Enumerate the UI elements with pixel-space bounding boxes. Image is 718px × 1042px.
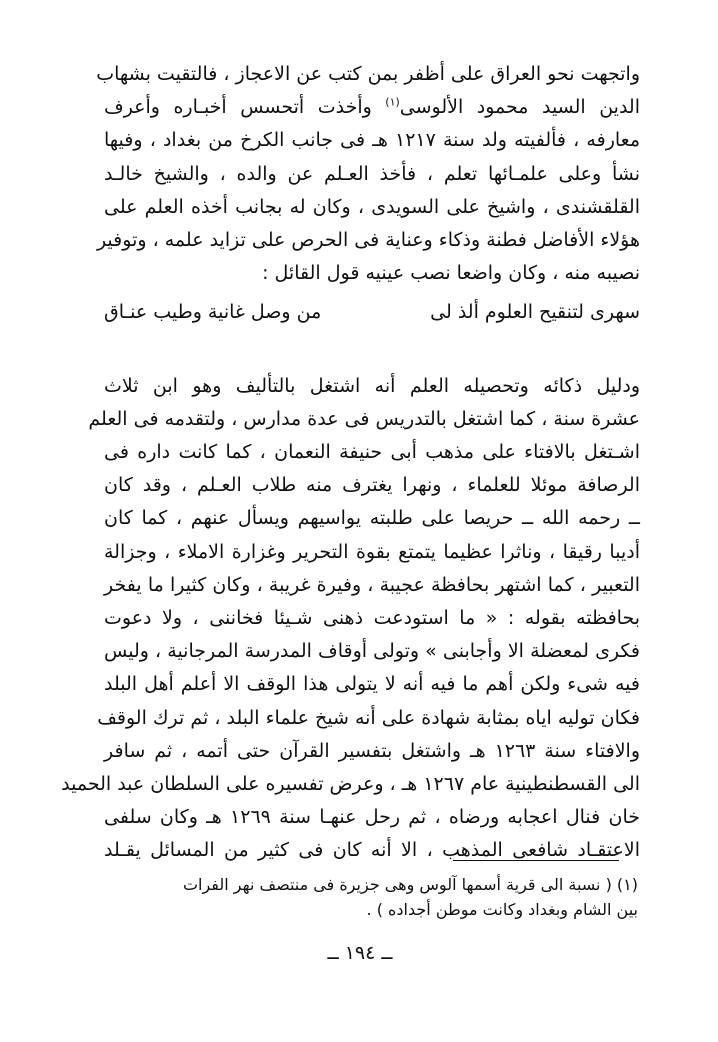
text-segment: الدين السيد محمود الألوسى (399, 96, 640, 119)
footnote-reference[interactable]: (١) (385, 95, 400, 109)
text-line: معارفه ، فألفيته ولد سنة ١٢١٧ هـ فى جانب الكرخ من بغداد ، وفيها (104, 129, 641, 152)
text-line: ودليل ذكائه وتحصيله العلم أنه اشتغل بالتأليف وهو ابن ثلاث (104, 374, 640, 397)
text-line: أديبا رقيقا ، وناثرا عظيما يتمتع بقوة التحرير وغزارة الاملاء ، وجزالة (104, 540, 640, 563)
text-segment: وأخذت أتحسس أخبـاره وأعرف (104, 96, 372, 119)
body-text (61, 58, 641, 868)
paragraph-1 (96, 58, 641, 290)
text-line: بحافظته بقوله : « ما استودعت ذهنى شـيئا فخاننى ، ولا دعوت (104, 607, 640, 630)
text-line: نصيبه منه ، وكان واضعا نصب عينيه قول القائل : (262, 262, 640, 285)
text-line: فيه شىء ولكن أهم ما فيه أنه لا يتولى هذا الوقف الا أعلم أهل البلد (104, 673, 640, 696)
paragraph-2 (61, 370, 640, 868)
text-line: التعبير ، كما اشتهر بحافظة عجيبة ، وفيرة غريبة ، وكان كثيرا ما يفخر (104, 573, 640, 596)
text-line: اشـتغل بالافتاء على مذهب أبى حنيفة النعمان ، كما كانت داره فى (104, 441, 640, 464)
text-line: فكان توليه اياه بمثابة شهادة على أنه شيخ علماء البلد ، ثم ترك الوقف (97, 706, 640, 729)
text-line: ــ رحمه الله ــ حريصا على طلبته يواسيهم ويسأل عنهم ، كما كان (104, 507, 640, 530)
text-line: الى القسطنطينية عام ١٢٦٧ هـ ، وعرض تفسيره على السلطان عبد الحميد (61, 773, 640, 796)
footnote-line: (١) ( نسبة الى قرية أسمها آلوس وهى جزيرة فى منتصف نهر الفرات (182, 875, 638, 894)
footnote (118, 872, 638, 922)
text-line: عشرة سنة ، كما اشتغل بالتدريس فى عدة مدارس ، ولتقدمه فى العلم (88, 407, 640, 430)
poem-verse (104, 296, 640, 329)
footnote-divider (453, 860, 619, 861)
text-line: خان فنال اعجابه ورضاه ، ثم رحل عنهـا سنة ١٢٦٩ هـ وكان سلفى (104, 806, 640, 829)
text-line: نشأ وعلى علمـائها تعلم ، فأخذ العـلم عن والده ، والشيخ خالـد (104, 162, 640, 185)
text-line (104, 91, 640, 124)
page-number: ــ ١٩٤ ــ (327, 942, 393, 964)
text-line: هؤلاء الأفاضل فطنة وذكاء وعناية فى الحرص على تزايد علمه ، وتوفير (96, 229, 640, 252)
text-line: فكرى لمعضلة الا وأجابنى » وتولى أوقاف المدرسة المرجانية ، وليس (104, 640, 640, 663)
footnote-line: بين الشام وبغداد وكانت موطن أجداده ) . (366, 900, 638, 919)
verse-hemistich-second: من وصل غانية وطيب عنـاق (104, 301, 322, 324)
text-line: واتجهت نحو العراق على أظفر بمن كتب عن الاعجاز ، فالتقيت بشهاب (96, 63, 640, 85)
text-line: القلقشندى ، واشيخ على السويدى ، وكان له بجانب أخذه العلم على (104, 195, 640, 218)
text-line: الرصافة موئلا للعلماء ، ونهرا يغترف منه طلاب العـلم ، وقد كان (104, 474, 640, 497)
text-line: والافتاء سنة ١٢٦٣ هـ واشتغل بتفسير القرآن حتى أتمه ، ثم سافر (104, 739, 640, 762)
text-line: الاعتقـاد شافعى المذهب ، الا أنه كان فى كثير من المسائل يقـلد (104, 839, 640, 862)
verse-hemistich-first: سهرى لتنقيح العلوم ألذ لى (430, 301, 640, 324)
